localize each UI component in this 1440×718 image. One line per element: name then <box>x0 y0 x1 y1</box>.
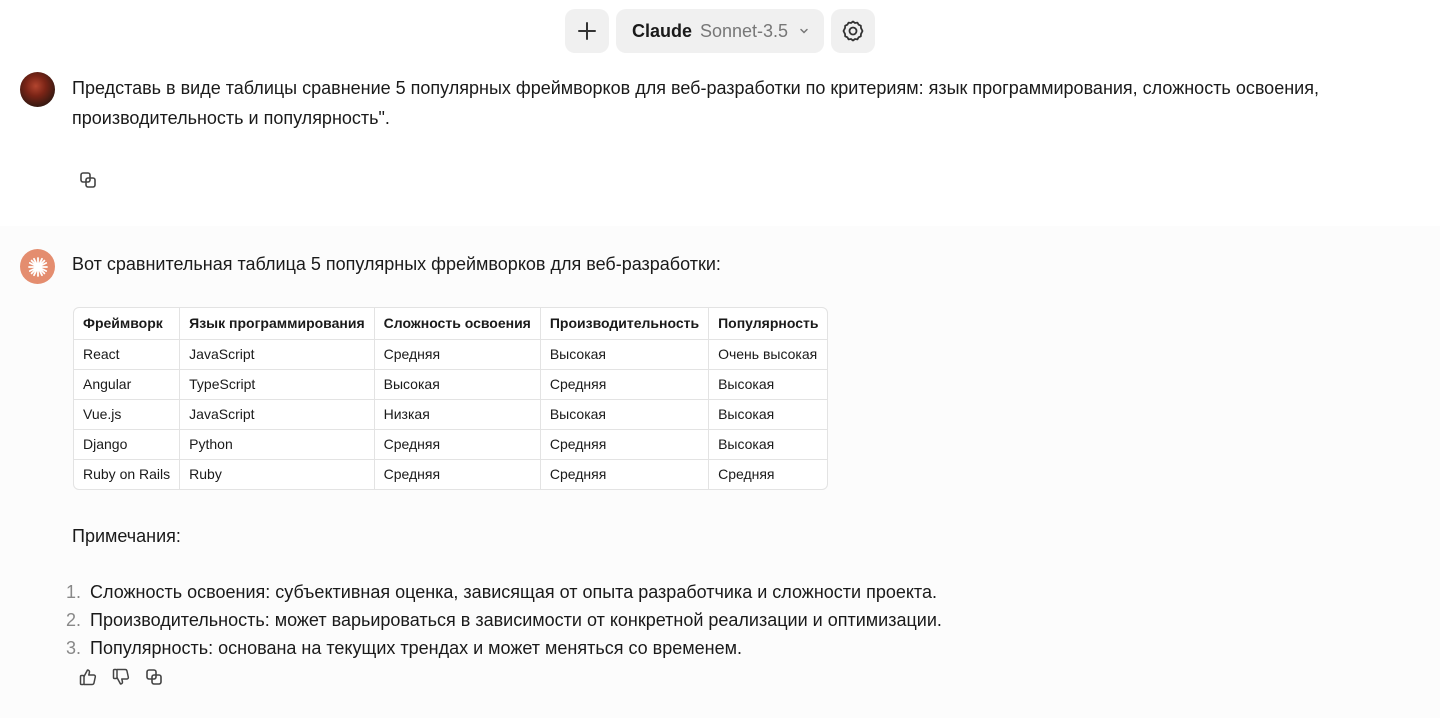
assistant-intro: Вот сравнительная таблица 5 популярных фреймворков для веб-разработки: <box>72 254 721 274</box>
user-avatar <box>20 72 55 107</box>
table-cell: React <box>74 339 180 369</box>
copy-icon <box>144 667 164 687</box>
list-number: 3. <box>66 638 82 658</box>
table-cell: Средняя <box>374 339 540 369</box>
table-cell: Vue.js <box>74 399 180 429</box>
copy-icon <box>78 170 98 190</box>
model-version: Sonnet-3.5 <box>699 20 789 41</box>
table-cell: Низкая <box>374 399 540 429</box>
table-row <box>74 399 827 429</box>
new-chat-button[interactable] <box>565 9 609 53</box>
table-row <box>74 429 827 459</box>
list-number: 2. <box>66 610 82 630</box>
table-cell: Высокая <box>709 369 828 399</box>
copy-button[interactable] <box>142 665 166 689</box>
table-header: Язык программирования <box>180 308 374 339</box>
table-cell: JavaScript <box>180 339 374 369</box>
claude-logo-icon <box>26 255 50 279</box>
thumbs-down-icon <box>111 667 131 687</box>
table-cell: Средняя <box>718 466 775 483</box>
table-cell: Средняя <box>540 429 708 459</box>
table-cell: Angular <box>74 369 180 399</box>
comparison-table <box>73 307 828 490</box>
table-row <box>74 339 827 369</box>
top-bar <box>0 9 1440 53</box>
copy-button[interactable] <box>76 168 100 192</box>
thumbs-down-button[interactable] <box>109 665 133 689</box>
list-item-text: Сложность освоения: субъективная оценка, зависящая от опыта разработчика и сложности проекта. <box>90 582 937 602</box>
list-item-text: Производительность: может варьироваться в зависимости от конкретной реализации и оптимизации. <box>90 610 942 630</box>
user-message-text: Представь в виде таблицы сравнение 5 популярных фреймворков для веб-разработки по критериям: язык программирования, сложность освоения, производительность и популярность". <box>72 78 1319 128</box>
table-header: Популярность <box>709 308 828 339</box>
table-row <box>74 459 827 489</box>
table-cell: Средняя <box>540 369 708 399</box>
list-item <box>66 634 942 662</box>
list-item <box>66 578 942 606</box>
model-name: Claude <box>631 20 692 41</box>
table-header: Фреймворк <box>74 308 180 339</box>
table-header: Производительность <box>540 308 708 339</box>
table-cell: TypeScript <box>180 369 374 399</box>
table-cell: Высокая <box>709 399 828 429</box>
table-cell: Очень высокая <box>709 339 828 369</box>
table-cell: Средняя <box>374 459 540 489</box>
table-cell: Средняя <box>374 429 540 459</box>
chevron-down-icon <box>798 25 810 37</box>
table-header: Сложность освоения <box>374 308 540 339</box>
plus-icon <box>576 20 598 42</box>
table-cell: Высокая <box>540 399 708 429</box>
thumbs-up-icon <box>78 667 98 687</box>
notes-title: Примечания: <box>72 526 181 546</box>
list-number: 1. <box>66 582 82 602</box>
claude-avatar <box>20 249 55 284</box>
table-cell: Ruby <box>180 459 374 489</box>
gear-icon <box>841 19 865 43</box>
table-row <box>74 369 827 399</box>
table-cell: JavaScript <box>180 399 374 429</box>
notes-list <box>66 578 942 662</box>
table-cell: Высокая <box>540 339 708 369</box>
thumbs-up-button[interactable] <box>76 665 100 689</box>
list-item <box>66 606 942 634</box>
table-cell: Django <box>74 429 180 459</box>
table-cell: Python <box>180 429 374 459</box>
settings-button[interactable] <box>831 9 875 53</box>
table-cell: Ruby on Rails <box>74 459 180 489</box>
table-cell: Средняя <box>540 459 708 489</box>
table-cell: Высокая <box>374 369 540 399</box>
model-selector[interactable] <box>616 9 824 53</box>
table-header-row <box>74 308 827 339</box>
table-cell: Высокая <box>709 429 828 459</box>
list-item-text: Популярность: основана на текущих трендах и может меняться со временем. <box>90 638 742 658</box>
